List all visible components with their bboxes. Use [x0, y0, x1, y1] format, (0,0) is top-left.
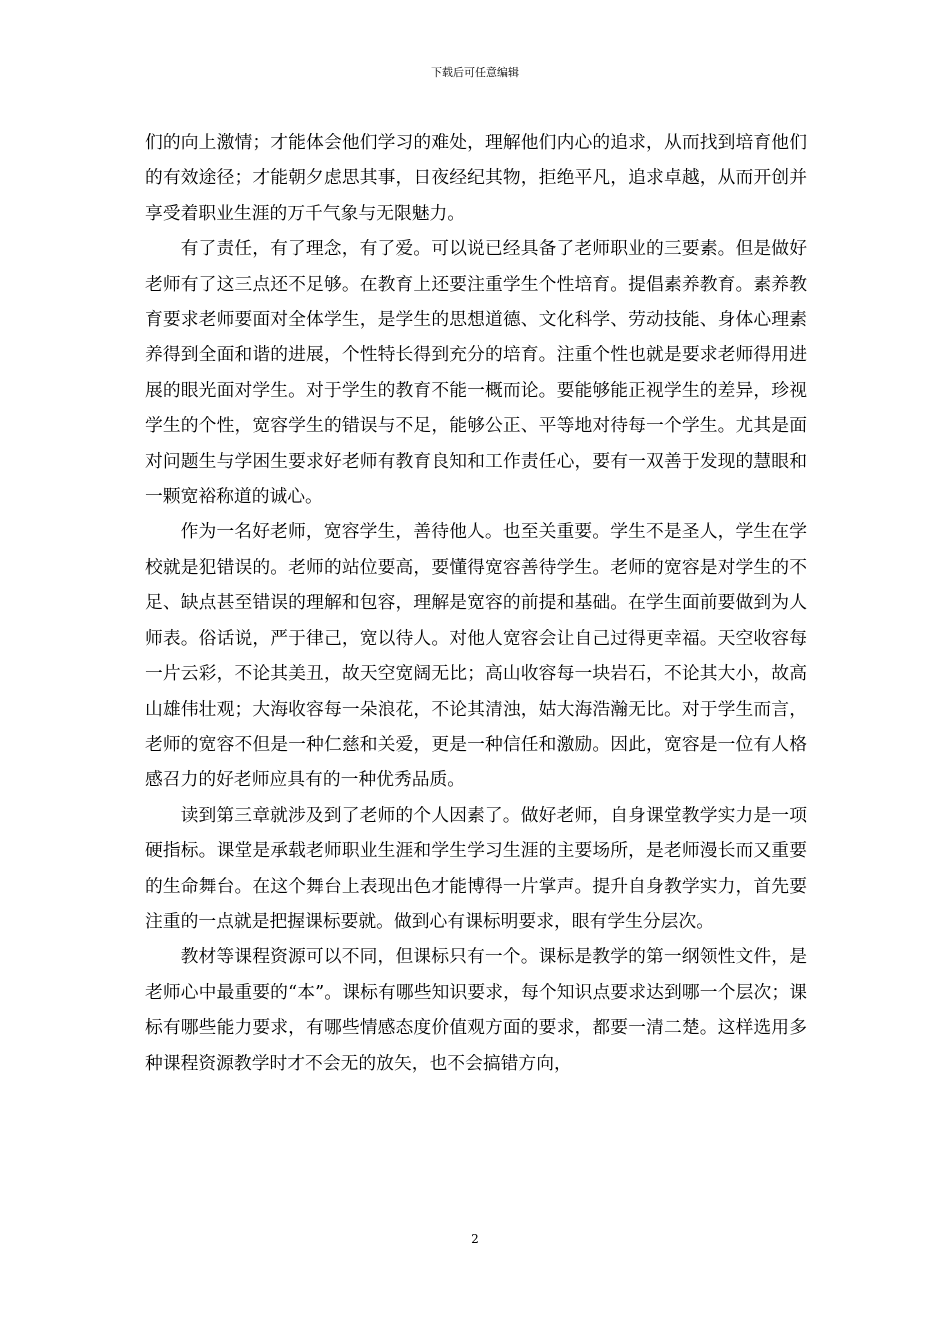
paragraph: 读到第三章就涉及到了老师的个人因素了。做好老师，自身课堂教学实力是一项硬指标。课堂是承载老师职业生涯和学生学习生涯的主要场所，是老师漫长而又重要的生命舞台。在这个舞台上表现出色才能博得一片掌声。提升自身教学实力，首先要注重的一点就是把握课标要就。做到心有课标明要求，眼有学生分层次。	[145, 804, 807, 932]
paragraph: 作为一名好老师，宽容学生，善待他人。也至关重要。学生不是圣人，学生在学校就是犯错误的。老师的站位要高，要懂得宽容善待学生。老师的宽容是对学生的不足、缺点甚至错误的理解和包容，理解是宽容的前提和基础。在学生面前要做到为人师表。俗话说，严于律己，宽以待人。对他人宽容会让自己过得更幸福。天空收容每一片云彩，不论其美丑，故天空宽阔无比；高山收容每一块岩石，不论其大小，故高山雄伟壮观；大海收容每一朵浪花，不论其清浊，姑大海浩瀚无比。对于学生而言，老师的宽容不但是一种仁慈和关爱，更是一种信任和激励。因此，宽容是一位有人格感召力的好老师应具有的一种优秀品质。	[145, 521, 807, 791]
page-number: 2	[471, 1232, 479, 1246]
page-header: 下载后可任意编辑	[431, 66, 519, 79]
document-body	[145, 125, 807, 1081]
paragraph: 们的向上激情；才能体会他们学习的难处，理解他们内心的追求，从而找到培育他们的有效途径；才能朝夕虑思其事，日夜经纪其物，拒绝平凡，追求卓越，从而开创并享受着职业生涯的万千气象与无限魅力。	[145, 132, 807, 224]
paragraph: 教材等课程资源可以不同，但课标只有一个。课标是教学的第一纲领性文件，是老师心中最重要的“本”。课标有哪些知识要求，每个知识点要求达到哪一个层次；课标有哪些能力要求，有哪些情感态度价值观方面的要求，都要一清二楚。这样选用多种课程资源教学时才不会无的放矢，也不会搞错方向，	[145, 946, 807, 1074]
paragraph: 有了责任，有了理念，有了爱。可以说已经具备了老师职业的三要素。但是做好老师有了这三点还不足够。在教育上还要注重学生个性培育。提倡素养教育。素养教育要求老师要面对全体学生，是学生的思想道德、文化科学、劳动技能、身体心理素养得到全面和谐的进展，个性特长得到充分的培育。注重个性也就是要求老师得用进展的眼光面对学生。对于学生的教育不能一概而论。要能够能正视学生的差异，珍视学生的个性，宽容学生的错误与不足，能够公正、平等地对待每一个学生。尤其是面对问题生与学困生要求好老师有教育良知和工作责任心，要有一双善于发现的慧眼和一颗宽裕称道的诚心。	[145, 238, 807, 508]
